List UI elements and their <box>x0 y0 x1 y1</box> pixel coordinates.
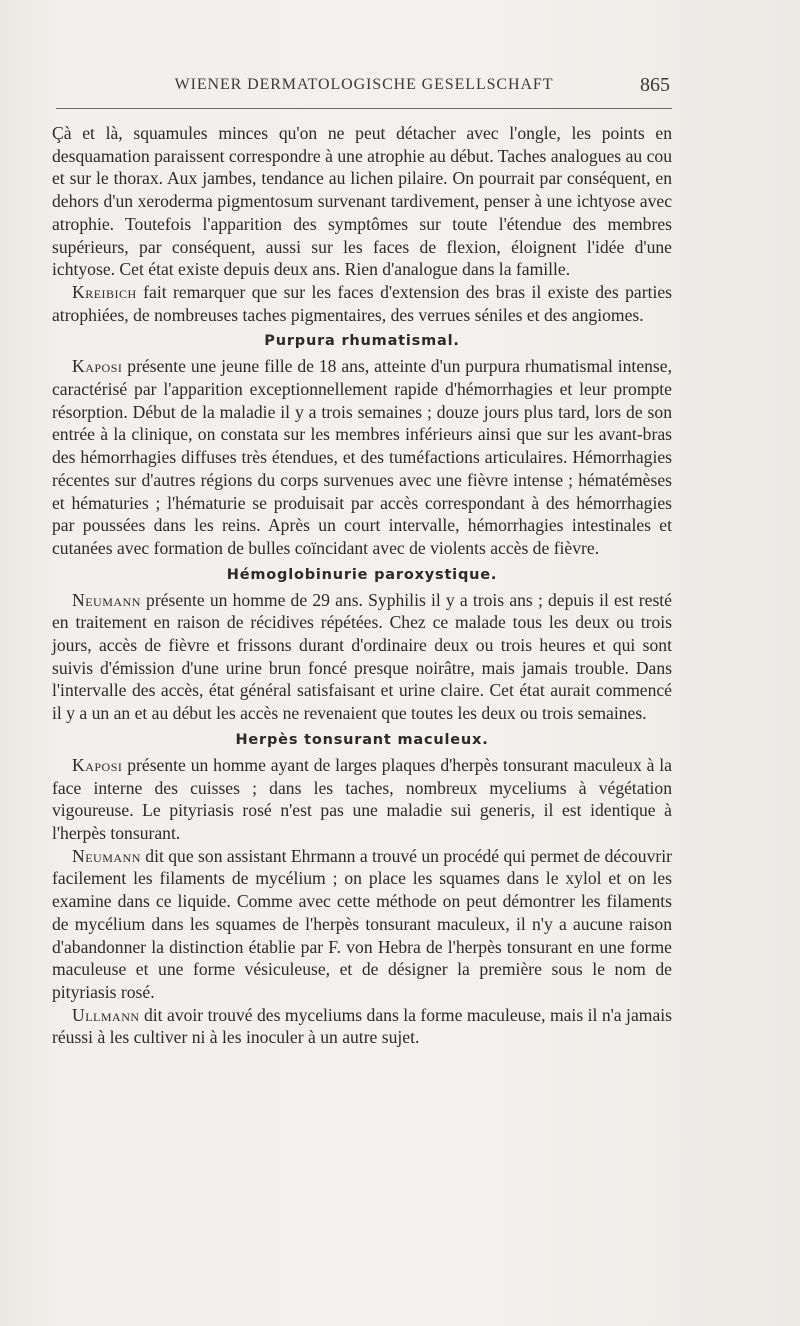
page-number: 865 <box>640 74 670 96</box>
running-title: WIENER DERMATOLOGISCHE GESELLSCHAFT <box>174 76 554 93</box>
paragraph-neumann-hemoglobinurie <box>52 589 672 725</box>
speaker-name: Neumann <box>72 845 141 866</box>
paragraph-text: dit que son assistant Ehrmann a trouvé un procédé qui permet de découvrir facilement les filaments de mycélium ; on place les squames dans le xylol et on les examine dans ce liquide. Comme avec cette méthode on peut démontrer les filaments de mycélium dans les squames de l'herpès tonsurant maculeux, il n'y a aucune raison d'abandonner la distinction établie par F. von Hebra de l'herpès tonsurant en une forme maculeuse et une forme vésiculeuse, et de désigner la première sous le nom de pityriasis rosé. <box>52 845 672 1002</box>
paragraph-text: présente un homme de 29 ans. Syphilis il y a trois ans ; depuis il est resté en traitement en raison de récidives répétées. Chez ce malade tous les deux ou trois jours, accès de fièvre et frissons durant d'ordinaire deux ou trois heures et qui sont suivis d'émission d'une urine brun foncé presque noirâtre, mais jamais trouble. Dans l'intervalle des accès, état général satisfaisant et urine claire. Cet état aurait commencé il y a un an et au début les accès ne revenaient que toutes les deux ou trois semaines. <box>52 589 672 724</box>
page-header <box>56 76 672 100</box>
paragraph-continued: Çà et là, squamules minces qu'on ne peut détacher avec l'ongle, les points en desquamation paraissent correspondre à une atrophie au début. Taches analogues au cou et sur le thorax. Aux jambes, tendance au lichen pilaire. On pourrait par conséquent, en dehors d'un xeroderma pigmentosum survenant tardivement, penser à une ichtyose avec atrophie. Toutefois l'apparition des symptômes sur toute l'étendue des membres supérieurs, par conséquent, aussi sur les faces de flexion, éloignent l'idée d'une ichtyose. Cet état existe depuis deux ans. Rien d'analogue dans la famille. <box>52 123 672 280</box>
paragraph-kreibich <box>52 281 672 326</box>
speaker-name: Kreibich <box>72 281 137 302</box>
section-heading-hemoglobinurie: Hémoglobinurie paroxystique. <box>226 566 498 583</box>
section-heading-purpura: Purpura rhumatismal. <box>264 333 460 350</box>
paragraph-ullmann <box>52 1004 672 1049</box>
paragraph-kaposi-purpura <box>52 355 672 559</box>
paragraph-kaposi-herpes <box>52 754 672 845</box>
speaker-name: Neumann <box>72 589 141 610</box>
header-rule <box>56 108 672 109</box>
paragraph-text: dit avoir trouvé des myceliums dans la forme maculeuse, mais il n'a jamais réussi à les cultiver ni à les inoculer à un autre sujet. <box>52 1004 672 1048</box>
section-heading-herpes: Herpès tonsurant maculeux. <box>235 731 489 748</box>
paragraph-text: présente un homme ayant de larges plaques d'herpès tonsurant maculeux à la face interne des cuisses ; dans les taches, nombreux myceliums à végétation vigoureuse. Le pityriasis rosé n'est pas une maladie sui generis, il est identique à l'herpès tonsurant. <box>52 754 672 843</box>
speaker-name: Ullmann <box>72 1004 140 1025</box>
paragraph-text: présente une jeune fille de 18 ans, atteinte d'un purpura rhumatismal intense, caractérisé par l'apparition exceptionnellement rapide d'hémorrhagies et leur prompte résorption. Début de la maladie il y a trois semaines ; douze jours plus tard, lors de son entrée à la clinique, on constata sur les membres inférieurs ainsi que sur les avant-bras des hémorrhagies diffuses très étendues, et des tuméfactions articulaires. Hémorrhagies récentes sur d'autres régions du corps survenues avec une fièvre intense ; hématémèses et hématuries ; l'hématurie se produisait par accès correspondant à des hémorrhagies par poussées dans les reins. Après un court intervalle, hémorrhagies intestinales et cutanées avec formation de bulles coïncidant avec de violents accès de fièvre. <box>52 356 672 558</box>
speaker-name: Kaposi <box>72 356 123 377</box>
page-body <box>52 122 672 1049</box>
paragraph-text: fait remarquer que sur les faces d'extension des bras il existe des parties atrophiées, de nombreuses taches pigmentaires, des verrues séniles et des angiomes. <box>52 281 672 325</box>
paragraph-neumann-herpes <box>52 845 672 1004</box>
speaker-name: Kaposi <box>72 754 123 775</box>
